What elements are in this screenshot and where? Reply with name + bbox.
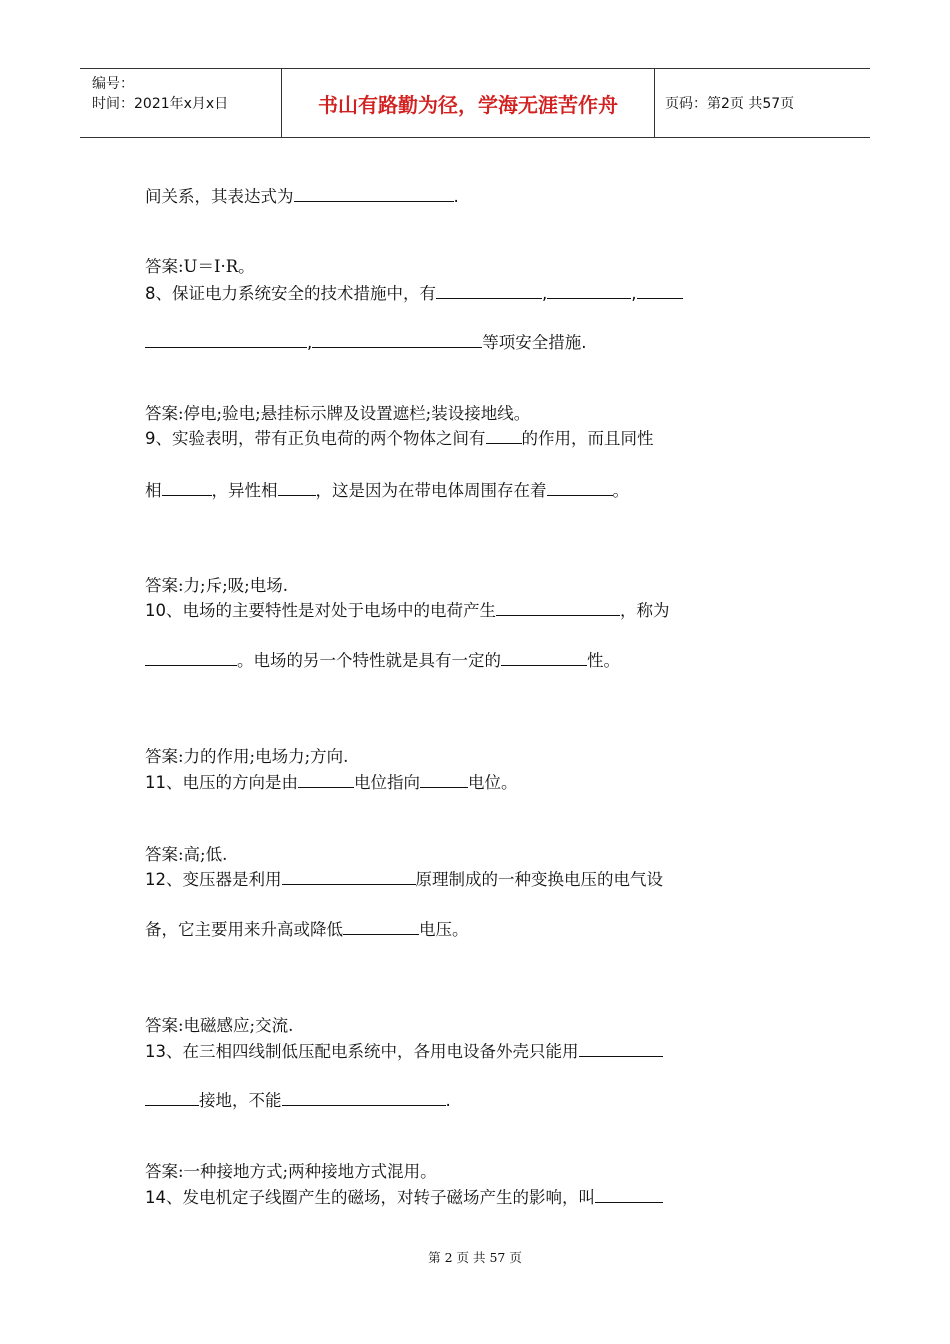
- question-line: 9、实验表明，带有正负电荷的两个物体之间有 的作用，而且同性: [145, 429, 654, 448]
- answer-blank: [420, 773, 468, 788]
- answer-line: 答案:一种接地方式;两种接地方式混用。: [145, 1162, 437, 1181]
- question-line: 10、电场的主要特性是对处于电场中的电荷产生 ，称为: [145, 601, 670, 620]
- answer-blank: [343, 920, 419, 935]
- question-line: 13、在三相四线制低压配电系统中，各用电设备外壳只能用: [145, 1041, 663, 1063]
- answer-blank: [595, 1188, 663, 1203]
- answer-blank: [501, 651, 587, 666]
- answer-blank: [294, 187, 454, 202]
- page-indicator: 页码：第2页 共57页: [665, 96, 795, 112]
- answer-line: 答案:停电;验电;悬挂标示牌及设置遮栏;装设接地线。: [145, 404, 531, 423]
- header-motto: 书山有路勤为径，学海无涯苦作舟: [318, 92, 618, 117]
- document-header: [80, 68, 870, 138]
- answer-blank: [637, 284, 683, 299]
- answer-line: 答案:力的作用;电场力;方向.: [145, 747, 349, 766]
- answer-line: 答案:高;低.: [145, 845, 228, 864]
- question-line: 相 ，异性相 ，这是因为在带电体周围存在着 。: [145, 481, 629, 500]
- answer-blank: [145, 651, 237, 666]
- answer-blank: [579, 1042, 663, 1057]
- page-footer: 第 2 页 共 57 页: [428, 1250, 522, 1265]
- question-line: 11、电压的方向是由 电位指向 电位。: [145, 773, 518, 792]
- answer-blank: [162, 481, 212, 496]
- answer-blank: [312, 333, 482, 348]
- question-line: 8、保证电力系统安全的技术措施中，有 , ,: [145, 283, 683, 305]
- serial-number-label: 编号：: [92, 76, 134, 92]
- answer-blank: [486, 429, 522, 444]
- question-line: 12、变压器是利用 原理制成的一种变换电压的电气设: [145, 870, 663, 889]
- answer-blank: [282, 1091, 446, 1106]
- answer-line: 答案:U＝I·R。: [145, 257, 255, 276]
- question-line: 14、发电机定子线圈产生的磁场，对转子磁场产生的影响，叫: [145, 1187, 663, 1209]
- answer-blank: [145, 333, 307, 348]
- answer-blank: [145, 1091, 199, 1106]
- header-divider: [654, 69, 655, 137]
- question-line: 备，它主要用来升高或降低 电压。: [145, 920, 469, 939]
- question-line: , 等项安全措施.: [145, 332, 587, 354]
- answer-blank: [547, 481, 613, 496]
- question-line: 接地，不能 .: [145, 1090, 451, 1112]
- answer-line: 答案:力;斥;吸;电场.: [145, 576, 288, 595]
- answer-blank: [547, 284, 631, 299]
- question-line: 。电场的另一个特性就是具有一定的 性。: [145, 650, 620, 672]
- answer-blank: [496, 601, 620, 616]
- answer-blank: [436, 284, 542, 299]
- answer-line: 答案:电磁感应;交流.: [145, 1016, 294, 1035]
- text-line: 间关系，其表达式为 .: [145, 187, 459, 206]
- answer-blank: [282, 870, 416, 885]
- answer-blank: [278, 481, 316, 496]
- answer-blank: [298, 773, 354, 788]
- date-text: 时间：2021年x月x日: [92, 96, 229, 112]
